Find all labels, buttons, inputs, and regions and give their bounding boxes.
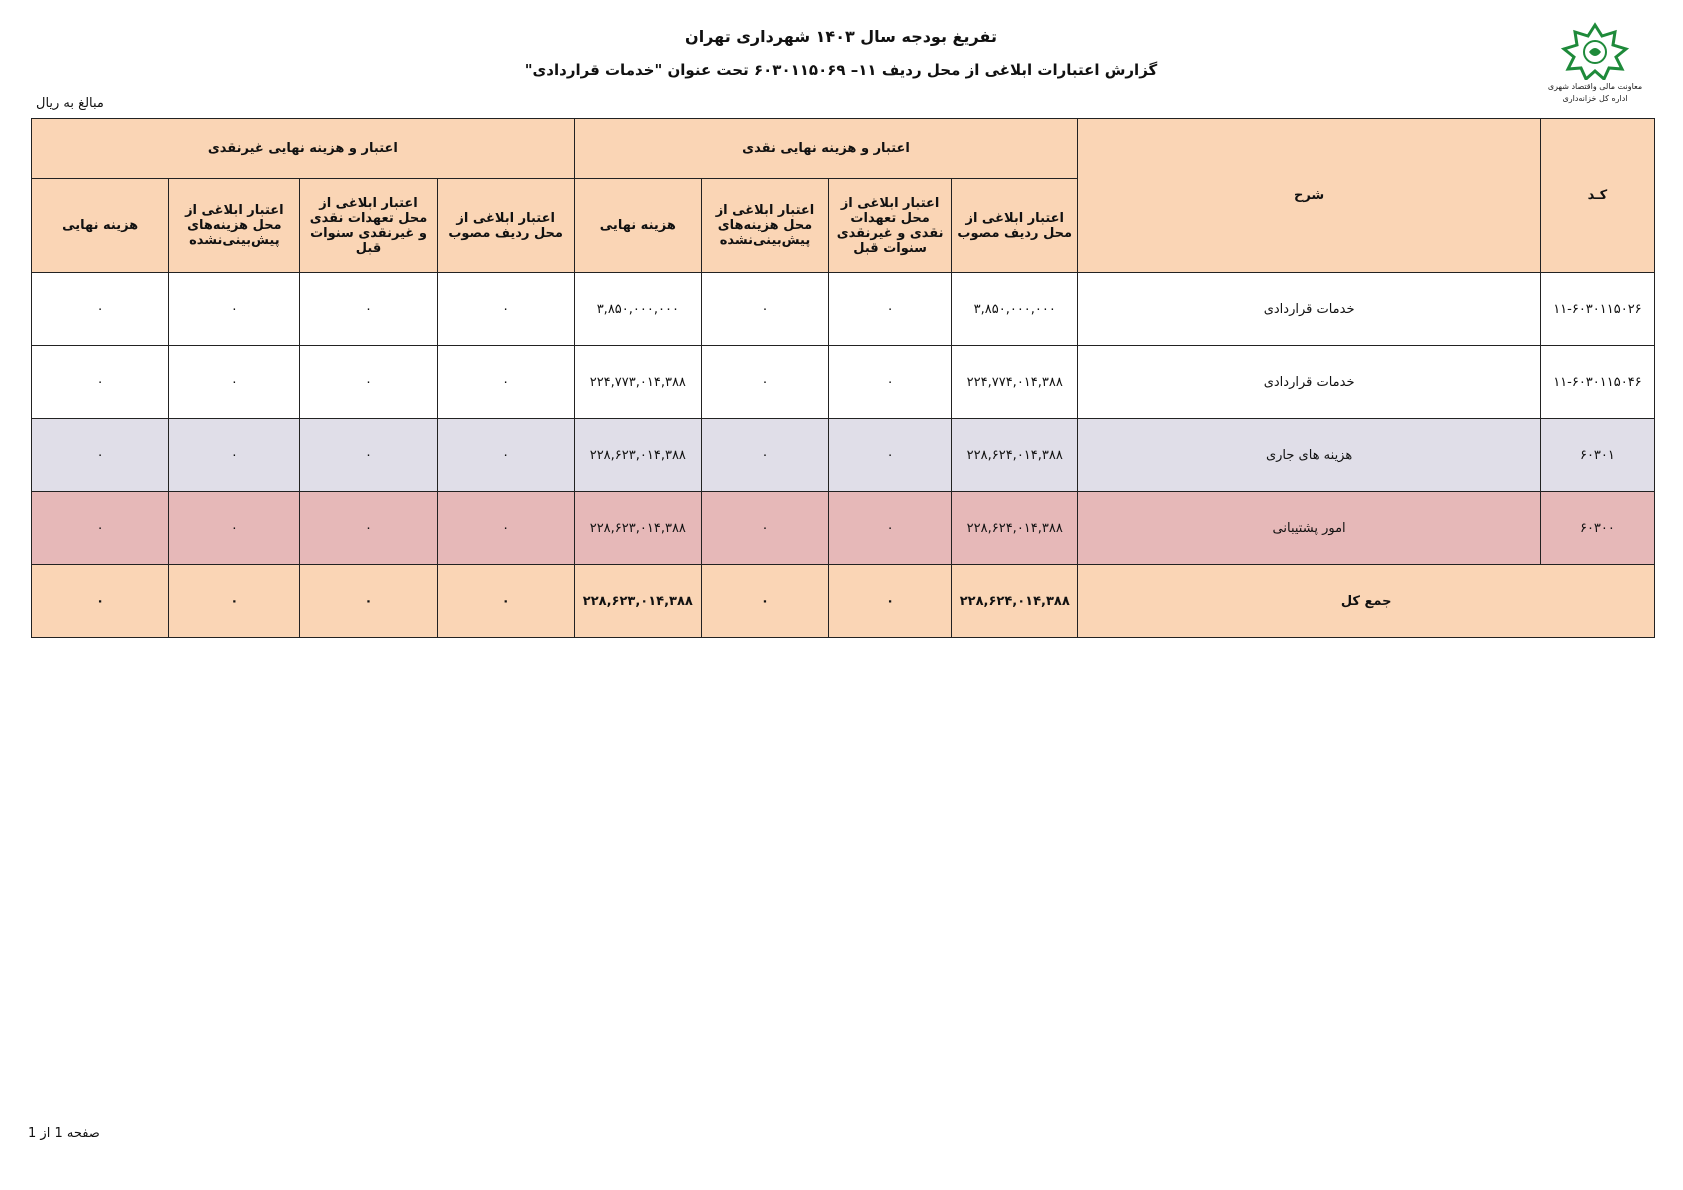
value-cell: ۲۲۸,۶۲۳,۰۱۴,۳۸۸: [574, 419, 701, 492]
col-header-cash-unforeseen: اعتبار ابلاغی از محل هزینه‌های پیش‌بینی‌نشده: [701, 179, 828, 273]
col-header-noncash-prior-commitments: اعتبار ابلاغی از محل تعهدات نقدی و غیرنقدی سنوات قبل: [300, 179, 437, 273]
value-cell: ۰: [169, 492, 300, 565]
row-description: خدمات قراردادی: [1078, 346, 1541, 419]
value-cell: ۰: [437, 419, 574, 492]
table-row-subtotal: [32, 492, 1655, 565]
total-value-cell: ۰: [829, 565, 952, 638]
page-number: صفحه 1 از 1: [28, 1126, 100, 1141]
municipality-emblem-icon: [1540, 22, 1650, 80]
value-cell: ۰: [300, 273, 437, 346]
logo-caption-deputy: معاونت مالی واقتصاد شهری: [1547, 82, 1643, 91]
col-header-cash-approved: اعتبار ابلاغی از محل ردیف مصوب: [952, 179, 1078, 273]
table-row-grand-total: [32, 565, 1655, 638]
row-code: ۶۰۳۰۱: [1540, 419, 1654, 492]
value-cell: ۰: [437, 492, 574, 565]
col-header-code: کـد: [1540, 119, 1654, 273]
value-cell: ۰: [437, 273, 574, 346]
value-cell: ۲۲۸,۶۲۴,۰۱۴,۳۸۸: [952, 492, 1078, 565]
group-header-cash: اعتبار و هزینه نهایی نقدی: [574, 119, 1078, 179]
logo-caption-treasury: اداره کل خزانه‌داری: [1562, 94, 1628, 103]
group-header-noncash: اعتبار و هزینه نهایی غیرنقدی: [32, 119, 575, 179]
value-cell: ۰: [32, 346, 169, 419]
total-value-cell: ۲۲۸,۶۲۴,۰۱۴,۳۸۸: [952, 565, 1078, 638]
value-cell: ۰: [300, 419, 437, 492]
value-cell: ۰: [829, 419, 952, 492]
row-description: خدمات قراردادی: [1078, 273, 1541, 346]
budget-report-table: [31, 118, 1655, 638]
col-header-noncash-approved: اعتبار ابلاغی از محل ردیف مصوب: [437, 179, 574, 273]
report-header: [0, 0, 1683, 110]
value-cell: ۰: [829, 346, 952, 419]
total-value-cell: ۰: [437, 565, 574, 638]
value-cell: ۰: [32, 419, 169, 492]
total-value-cell: ۰: [169, 565, 300, 638]
value-cell: ۰: [32, 492, 169, 565]
report-subtitle: گزارش اعتبارات ابلاغی از محل ردیف ۱۱– ۶۰۳۰۱۱۵۰۶۹ تحت عنوان "خدمات قراردادی": [524, 61, 1158, 79]
row-description: هزینه های جاری: [1078, 419, 1541, 492]
total-value-cell: ۰: [701, 565, 828, 638]
value-cell: ۰: [300, 492, 437, 565]
table-row: [32, 346, 1655, 419]
value-cell: ۰: [169, 419, 300, 492]
value-cell: ۰: [701, 492, 828, 565]
value-cell: ۰: [701, 273, 828, 346]
table-row: [32, 273, 1655, 346]
value-cell: ۰: [829, 492, 952, 565]
report-title: تفریغ بودجه سال ۱۴۰۳ شهرداری تهران: [685, 27, 997, 46]
row-description: امور پشتیبانی: [1078, 492, 1541, 565]
value-cell: ۰: [437, 346, 574, 419]
table-row-subtotal: [32, 419, 1655, 492]
value-cell: ۲۲۸,۶۲۳,۰۱۴,۳۸۸: [574, 492, 701, 565]
value-cell: ۳,۸۵۰,۰۰۰,۰۰۰: [574, 273, 701, 346]
col-header-description: شرح: [1078, 119, 1541, 273]
row-code: ۱۱-۶۰۳۰۱۱۵۰۲۶: [1540, 273, 1654, 346]
value-cell: ۰: [701, 419, 828, 492]
total-value-cell: ۲۲۸,۶۲۳,۰۱۴,۳۸۸: [574, 565, 701, 638]
row-code: ۶۰۳۰۰: [1540, 492, 1654, 565]
grand-total-label: جمع کل: [1078, 565, 1655, 638]
total-value-cell: ۰: [300, 565, 437, 638]
value-cell: ۰: [169, 273, 300, 346]
value-cell: ۰: [169, 346, 300, 419]
col-header-cash-final-expense: هزینه نهایی: [574, 179, 701, 273]
value-cell: ۳,۸۵۰,۰۰۰,۰۰۰: [952, 273, 1078, 346]
col-header-noncash-unforeseen: اعتبار ابلاغی از محل هزینه‌های پیش‌بینی‌نشده: [169, 179, 300, 273]
col-header-cash-prior-commitments: اعتبار ابلاغی از محل تعهدات نقدی و غیرنقدی سنوات قبل: [829, 179, 952, 273]
value-cell: ۰: [829, 273, 952, 346]
col-header-noncash-final-expense: هزینه نهایی: [32, 179, 169, 273]
total-value-cell: ۰: [32, 565, 169, 638]
tehran-municipality-logo: [1540, 22, 1650, 110]
value-cell: ۲۲۸,۶۲۴,۰۱۴,۳۸۸: [952, 419, 1078, 492]
currency-unit-note: مبالغ به ریال: [36, 96, 104, 111]
value-cell: ۰: [701, 346, 828, 419]
value-cell: ۲۲۴,۷۷۴,۰۱۴,۳۸۸: [952, 346, 1078, 419]
value-cell: ۰: [300, 346, 437, 419]
row-code: ۱۱-۶۰۳۰۱۱۵۰۴۶: [1540, 346, 1654, 419]
value-cell: ۰: [32, 273, 169, 346]
value-cell: ۲۲۴,۷۷۳,۰۱۴,۳۸۸: [574, 346, 701, 419]
